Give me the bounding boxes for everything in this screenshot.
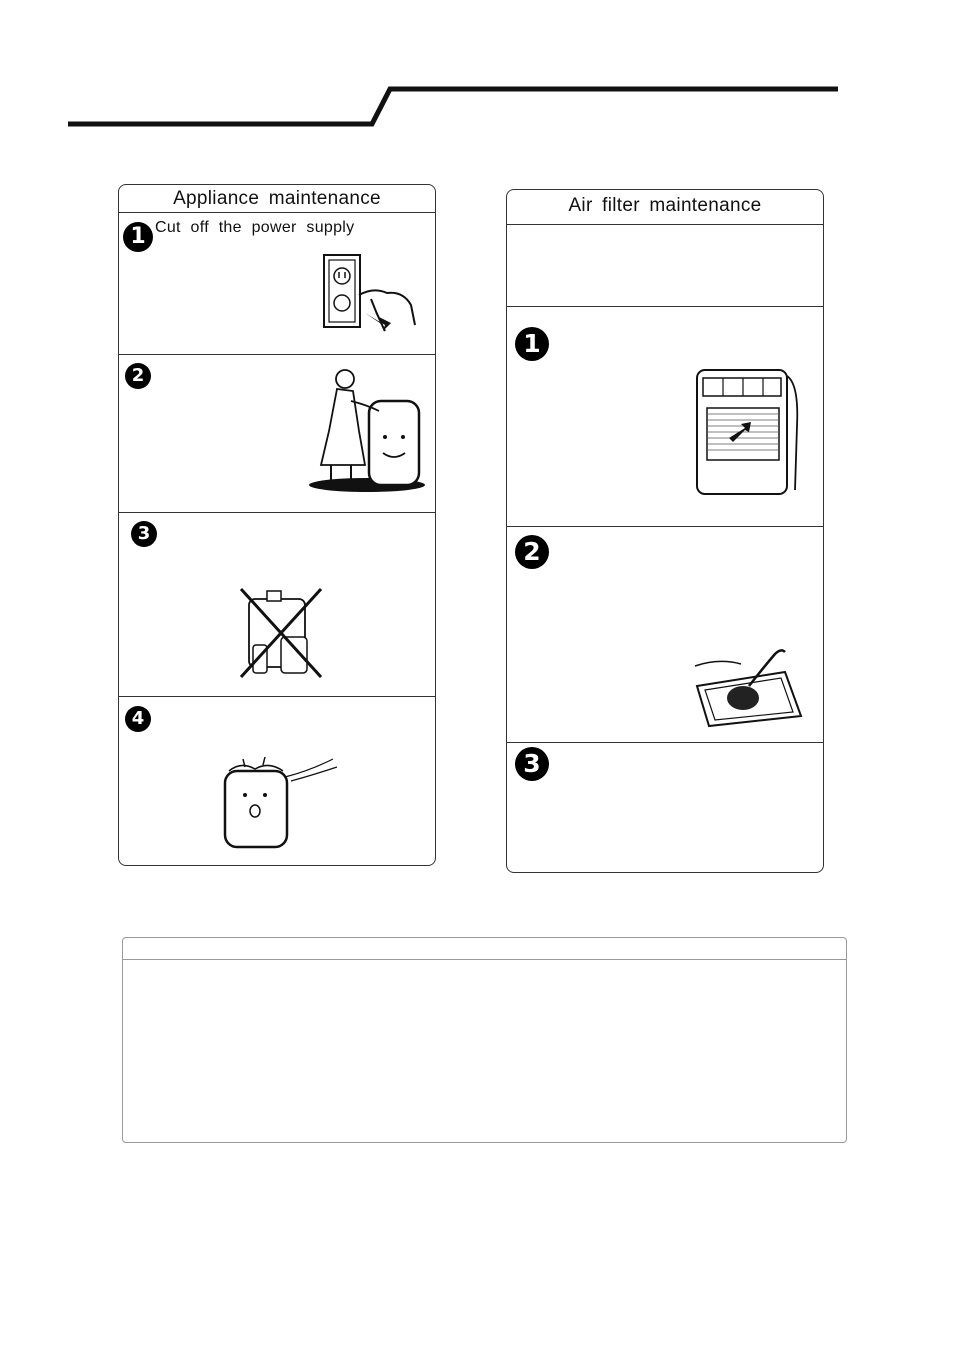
step-1-text: Cut off the power supply: [155, 219, 355, 236]
step-3-badge: 3: [131, 521, 157, 547]
no-water-spray-icon: [221, 751, 339, 849]
note-box: [122, 937, 847, 1143]
filter-step-1-badge: 1: [515, 327, 549, 361]
appliance-step-2-divider: [119, 512, 435, 513]
wipe-cloth-icon: [307, 361, 425, 495]
appliance-step-1-divider: [119, 354, 435, 355]
appliance-maintenance-panel: [118, 184, 436, 866]
air-filter-maintenance-panel: [506, 189, 824, 873]
unplug-outlet-icon: [319, 251, 419, 341]
filter-panel-title: Air filter maintenance: [568, 195, 762, 216]
filter-intro-divider: [507, 306, 823, 307]
filter-title-divider: [507, 224, 823, 225]
note-box-divider: [123, 959, 846, 960]
appliance-step-3-divider: [119, 696, 435, 697]
appliance-panel-title: Appliance maintenance: [173, 188, 381, 209]
step-1-badge: 1: [123, 222, 153, 252]
filter-step-2-badge: 2: [515, 535, 549, 569]
filter-step-3-badge: 3: [515, 747, 549, 781]
appliance-title-divider: [119, 212, 435, 213]
filter-step-1-divider: [507, 526, 823, 527]
header-rule: [0, 0, 954, 140]
remove-filter-icon: [689, 366, 801, 500]
no-chemicals-icon: [239, 587, 323, 679]
filter-step-2-divider: [507, 742, 823, 743]
brush-filter-icon: [689, 646, 807, 730]
step-2-badge: 2: [125, 363, 151, 389]
step-4-badge: 4: [125, 706, 151, 732]
